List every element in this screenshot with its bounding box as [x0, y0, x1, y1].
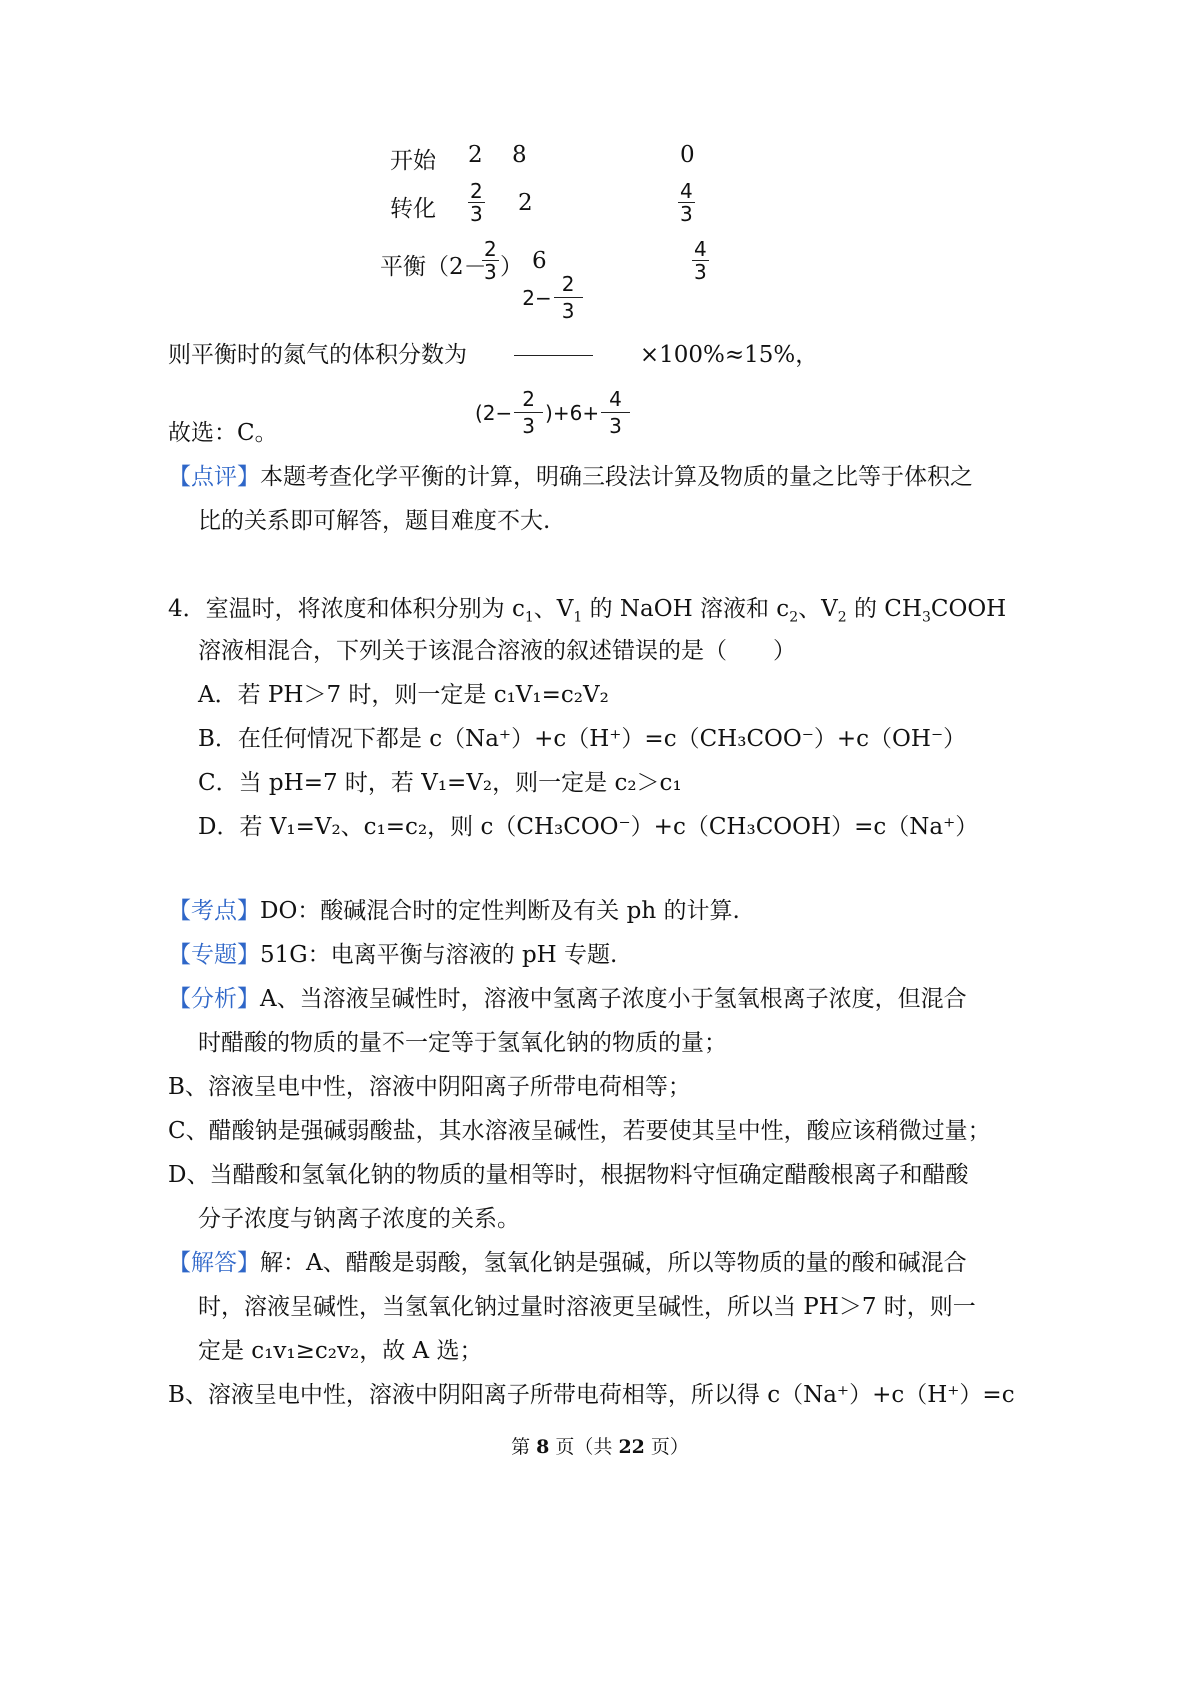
- row-start-label: 开始: [390, 148, 436, 174]
- page-footer: 第 8 页（共 22 页）: [511, 1436, 689, 1458]
- jieda-line-1: 【解答】解：A、醋酸是弱酸，氢氧化钠是强碱，所以等物质的量的酸和碱混合: [168, 1250, 967, 1276]
- row-balance-c: $\frac{4}{3}$: [694, 237, 707, 284]
- question-4-line-1: 4．室温时，将浓度和体积分别为 $c_1$、$V_1$ 的 NaOH 溶液和 $c_2$、$V_2$ 的 $CH_3COOH$: [168, 596, 1007, 626]
- question-4-line-2: 溶液相混合，下列关于该混合溶液的叙述错误的是（ ）: [198, 638, 796, 664]
- answer-choice: 故选：C。: [168, 420, 278, 446]
- row-convert-label: 转化: [390, 196, 436, 222]
- option-b: B．在任何情况下都是 c（Na⁺）+c（H⁺）=c（CH₃COO⁻）+c（OH⁻）: [198, 726, 967, 752]
- option-d: D．若 V₁=V₂、c₁=c₂，则 c（CH₃COO⁻）+c（CH₃COOH）=c（Na⁺）: [198, 814, 979, 840]
- row-balance-label: 平衡（2－: [380, 254, 487, 280]
- row-balance-a: $\frac{2}{3}$: [484, 237, 497, 284]
- fenxi-line-3: B、溶液呈电中性，溶液中阴阳离子所带电荷相等；: [168, 1074, 691, 1100]
- comment-tag: 【点评】: [168, 464, 260, 490]
- comment-line-2: 比的关系即可解答，题目难度不大.: [198, 508, 551, 534]
- row-convert-c: $\frac{4}{3}$: [680, 179, 693, 226]
- jieda-line-3: 定是 c₁v₁≥c₂v₂，故 A 选；: [198, 1338, 483, 1364]
- jieda-line-4: B、溶液呈电中性，溶液中阴阳离子所带电荷相等，所以得 c（Na⁺）+c（H⁺）=c: [168, 1382, 1015, 1408]
- page-total: 22: [618, 1436, 645, 1458]
- zhuanti-line: 【专题】51G：电离平衡与溶液的 pH 专题.: [168, 942, 618, 968]
- jieda-line-2: 时，溶液呈碱性，当氢氧化钠过量时溶液更呈碱性，所以当 PH＞7 时，则一: [198, 1294, 976, 1320]
- row-start-a: 2: [468, 142, 483, 168]
- kaodian-tag: 【考点】: [168, 898, 260, 924]
- volume-fraction-formula: 则平衡时的氮气的体积分数为 2− $\frac{2}{3}$ (2− $\frac{2}{3}$ )+6+ $\frac{4}{3}$ ×100%≈15%，: [168, 300, 818, 410]
- page-number: 8: [536, 1436, 550, 1458]
- option-a: A．若 PH＞7 时，则一定是 c₁V₁=c₂V₂: [198, 682, 609, 708]
- row-start-b: 8: [512, 142, 527, 168]
- fenxi-line-6: 分子浓度与钠离子浓度的关系。: [198, 1206, 520, 1232]
- row-convert-a: $\frac{2}{3}$: [470, 179, 483, 226]
- fraction-expression: 2− $\frac{2}{3}$ (2− $\frac{2}{3}$ )+6+ $\frac{4}{3}$: [471, 243, 636, 468]
- row-balance-b: 6: [532, 248, 547, 274]
- jieda-tag: 【解答】: [168, 1250, 260, 1276]
- row-start-c: 0: [680, 142, 695, 168]
- comment-line-1: 【点评】本题考查化学平衡的计算，明确三段法计算及物质的量之比等于体积之: [168, 464, 973, 490]
- zhuanti-tag: 【专题】: [168, 942, 260, 968]
- fenxi-line-4: C、醋酸钠是强碱弱酸盐，其水溶液呈碱性，若要使其呈中性，酸应该稍微过量；: [168, 1118, 991, 1144]
- fenxi-tag: 【分析】: [168, 986, 260, 1012]
- fenxi-line-1: 【分析】A、当溶液呈碱性时，溶液中氢离子浓度小于氢氧根离子浓度，但混合: [168, 986, 967, 1012]
- option-c: C．当 pH=7 时，若 V₁=V₂，则一定是 c₂＞c₁: [198, 770, 682, 796]
- row-balance-close: ）: [500, 254, 523, 280]
- fenxi-line-5: D、当醋酸和氢氧化钠的物质的量相等时，根据物料守恒确定醋酸根离子和醋酸: [168, 1162, 969, 1188]
- row-convert-b: 2: [518, 190, 533, 216]
- kaodian-line: 【考点】DO：酸碱混合时的定性判断及有关 ph 的计算.: [168, 898, 740, 924]
- fenxi-line-2: 时醋酸的物质的量不一定等于氢氧化钠的物质的量；: [198, 1030, 727, 1056]
